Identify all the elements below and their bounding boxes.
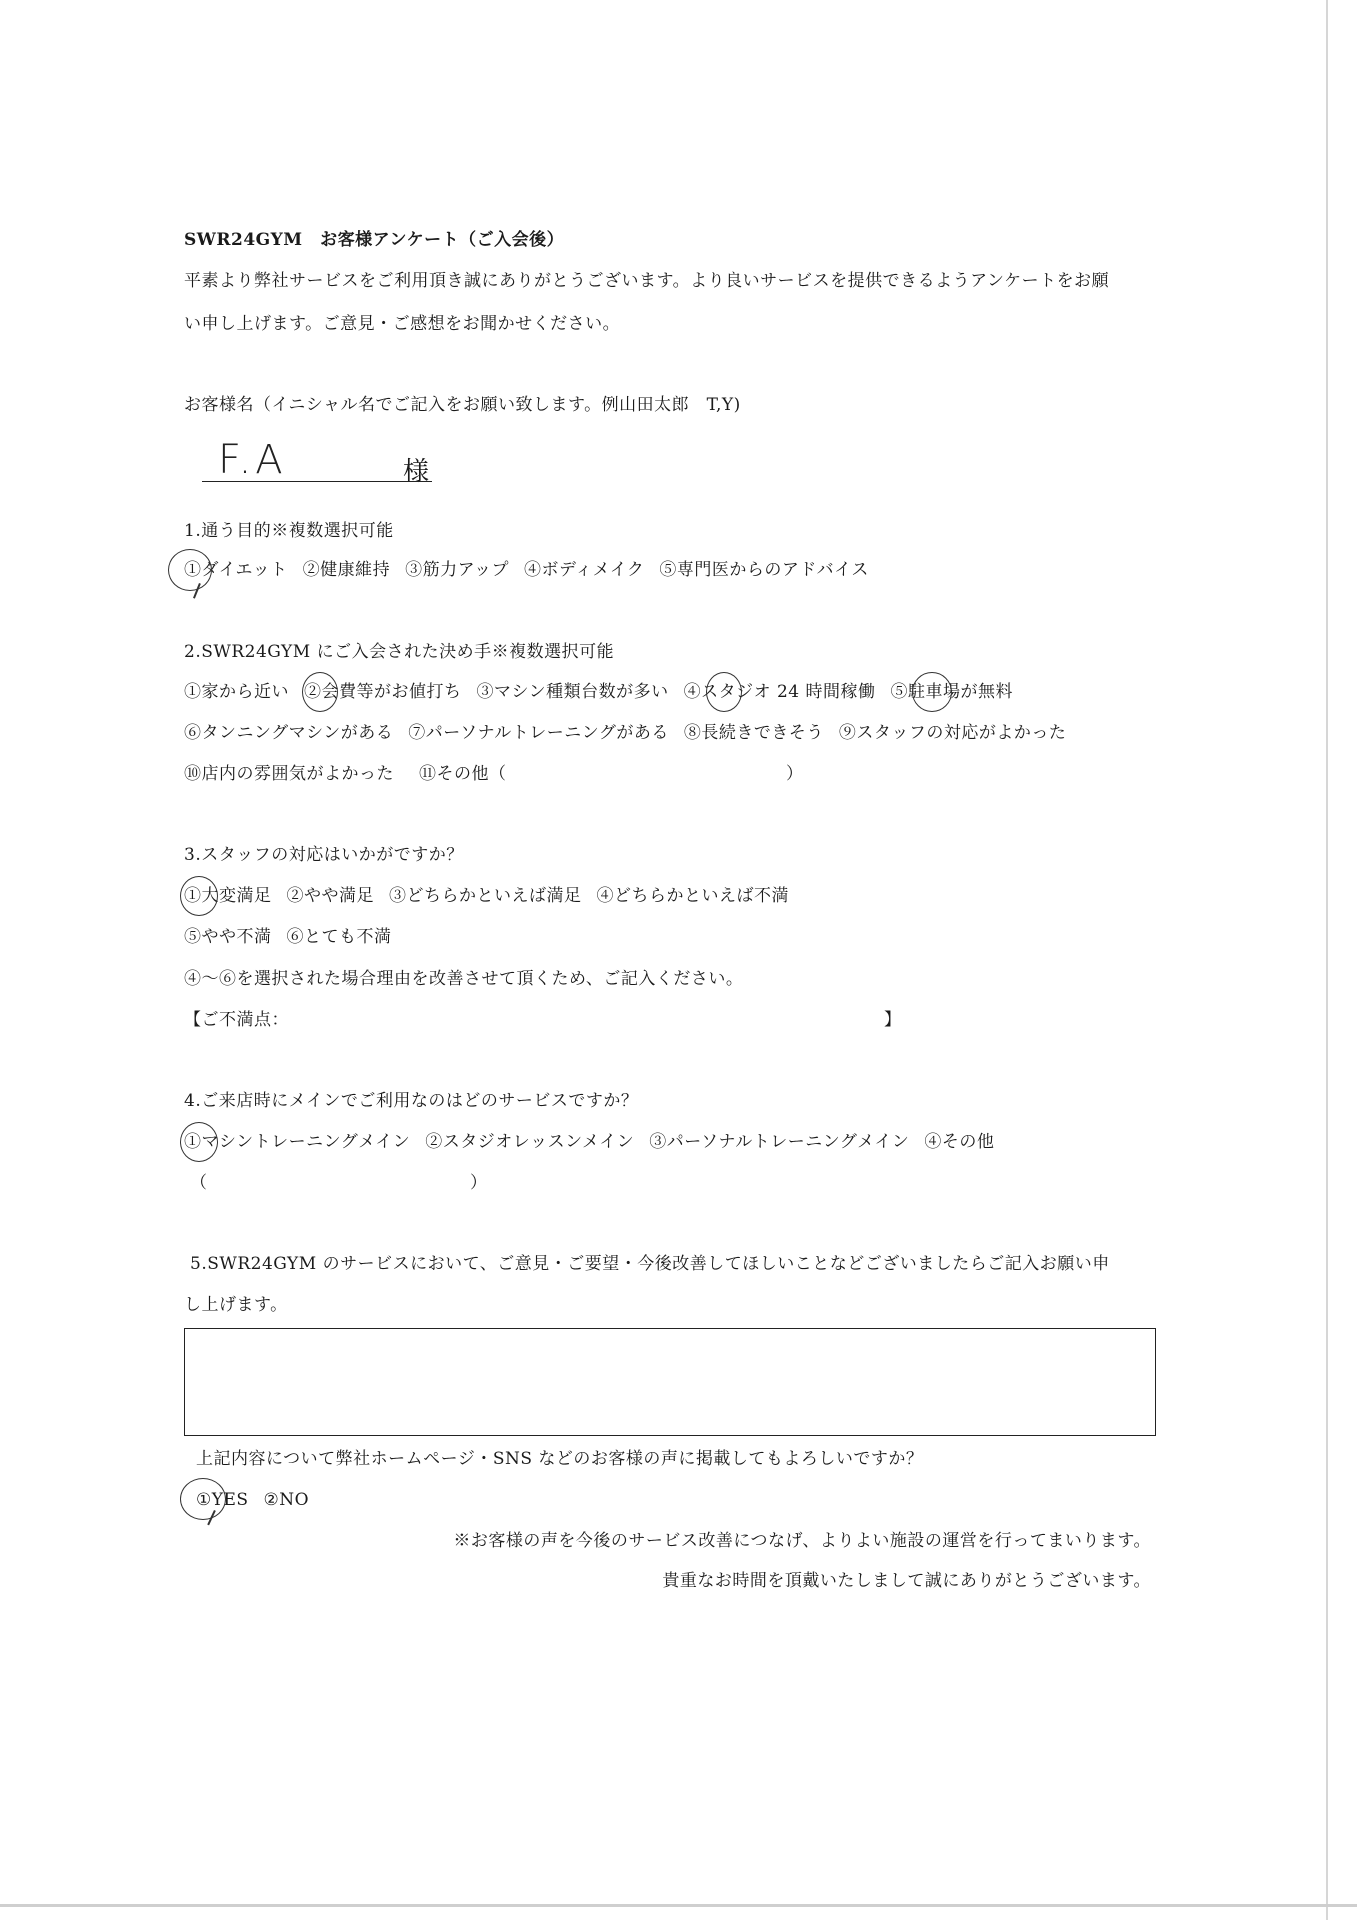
q2-option-6[interactable]: ⑥タンニングマシンがある bbox=[184, 723, 394, 743]
q2-option-4[interactable]: ④スタジオ 24 時間稼働 bbox=[683, 682, 876, 702]
q2-option-2[interactable]: ②会費等がお値打ち bbox=[304, 682, 462, 702]
publish-option-yes[interactable]: ①YES bbox=[196, 1490, 249, 1510]
scan-edge-right bbox=[1326, 0, 1328, 1920]
q4-option-2[interactable]: ②スタジオレッスンメイン bbox=[425, 1132, 635, 1152]
q2-option-8[interactable]: ⑧長続きできそう bbox=[683, 723, 824, 743]
q3-note: ④～⑥を選択された場合理由を改善させて頂くため、ご記入ください。 bbox=[184, 969, 744, 989]
q1-option-2[interactable]: ②健康維持 bbox=[302, 560, 391, 580]
q2-option-5[interactable]: ⑤駐車場が無料 bbox=[890, 682, 1014, 702]
q2-option-10[interactable]: ⑩店内の雰囲気がよかった bbox=[184, 764, 394, 784]
q3-option-6[interactable]: ⑥とても不満 bbox=[286, 927, 392, 947]
q4-question: 4.ご来店時にメインでご利用なのはどのサービスですか？ bbox=[184, 1091, 639, 1111]
scan-edge-bottom bbox=[0, 1904, 1357, 1907]
q4-option-3[interactable]: ③パーソナルトレーニングメイン bbox=[649, 1132, 910, 1152]
q2-option-9[interactable]: ⑨スタッフの対応がよかった bbox=[838, 723, 1067, 743]
q2-option-11-close: ） bbox=[786, 764, 804, 784]
footer-note-2: 貴重なお時間を頂戴いたしまして誠にありがとうございます。 bbox=[662, 1571, 1151, 1591]
q3-question: 3.スタッフの対応はいかがですか？ bbox=[184, 845, 464, 865]
customer-name-input[interactable]: F.A bbox=[218, 437, 287, 483]
q2-option-11[interactable]: ⑪その他（ bbox=[419, 764, 507, 784]
q1-selection-circle-tail bbox=[193, 583, 201, 599]
q4-option-4[interactable]: ④その他 bbox=[924, 1132, 995, 1152]
q3-option-3[interactable]: ③どちらかといえば満足 bbox=[389, 886, 582, 906]
q1-question: 1.通う目的※複数選択可能 bbox=[184, 521, 394, 541]
q3-complaint-label: 【ご不満点： bbox=[184, 1010, 289, 1030]
q3-option-4[interactable]: ④どちらかといえば不満 bbox=[596, 886, 789, 906]
intro-text-line2: い申し上げます。ご意見・ご感想をお聞かせください。 bbox=[184, 314, 621, 334]
q5-answer-box[interactable] bbox=[184, 1328, 1156, 1436]
q4-other-close: ） bbox=[470, 1173, 488, 1193]
q1-option-1[interactable]: ①ダイエット bbox=[184, 560, 288, 580]
q4-other-open: （ bbox=[190, 1173, 208, 1193]
publish-selection-circle-tail bbox=[207, 1510, 216, 1525]
q5-question-line1: 5.SWR24GYM のサービスにおいて、ご意見・ご要望・今後改善してほしいことなどございましたらご記入お願い申 bbox=[190, 1254, 1110, 1274]
q2-option-1[interactable]: ①家から近い bbox=[184, 682, 289, 702]
q2-option-3[interactable]: ③マシン種類台数が多い bbox=[476, 682, 669, 702]
customer-name-underline bbox=[202, 481, 432, 482]
q3-options-row2 bbox=[184, 926, 407, 948]
q1-option-4[interactable]: ④ボディメイク bbox=[523, 560, 645, 580]
q3-options-row1 bbox=[184, 885, 804, 907]
q2-option-7[interactable]: ⑦パーソナルトレーニングがある bbox=[408, 723, 669, 743]
publish-question: 上記内容について弊社ホームページ・SNS などのお客様の声に掲載してもよろしいですか？ bbox=[196, 1449, 924, 1469]
q4-option-1[interactable]: ①マシントレーニングメイン bbox=[184, 1132, 411, 1152]
q2-options-row2 bbox=[184, 722, 1081, 744]
intro-text-line1: 平素より弊社サービスをご利用頂き誠にありがとうございます。より良いサービスを提供できるようアンケートをお願 bbox=[184, 271, 1110, 291]
q4-other-input[interactable] bbox=[212, 1168, 462, 1198]
q3-complaint-input[interactable] bbox=[300, 1003, 870, 1033]
q1-option-3[interactable]: ③筋力アップ bbox=[405, 560, 509, 580]
publish-option-no[interactable]: ②NO bbox=[263, 1490, 310, 1510]
publish-options bbox=[196, 1489, 324, 1511]
q2-options-row1 bbox=[184, 681, 1028, 703]
q3-option-5[interactable]: ⑤やや不満 bbox=[184, 927, 272, 947]
q3-option-1[interactable]: ①大変満足 bbox=[184, 886, 272, 906]
q5-question-line2: し上げます。 bbox=[184, 1295, 288, 1315]
customer-name-suffix: 様 bbox=[403, 457, 430, 487]
q1-options bbox=[184, 559, 884, 581]
q1-option-5[interactable]: ⑤専門医からのアドバイス bbox=[659, 560, 869, 580]
q2-question: 2.SWR24GYM にご入会された決め手※複数選択可能 bbox=[184, 642, 615, 662]
footer-note-1: ※お客様の声を今後のサービス改善につなげ、よりよい施設の運営を行ってまいります。 bbox=[453, 1531, 1151, 1551]
survey-title: SWR24GYM お客様アンケート（ご入会後） bbox=[184, 230, 565, 250]
q3-complaint-close: 】 bbox=[884, 1010, 902, 1030]
q3-option-2[interactable]: ②やや満足 bbox=[286, 886, 374, 906]
customer-name-label: お客様名（イニシャル名でご記入をお願い致します。例山田太郎 T,Y) bbox=[184, 395, 741, 415]
q4-options bbox=[184, 1131, 1009, 1153]
